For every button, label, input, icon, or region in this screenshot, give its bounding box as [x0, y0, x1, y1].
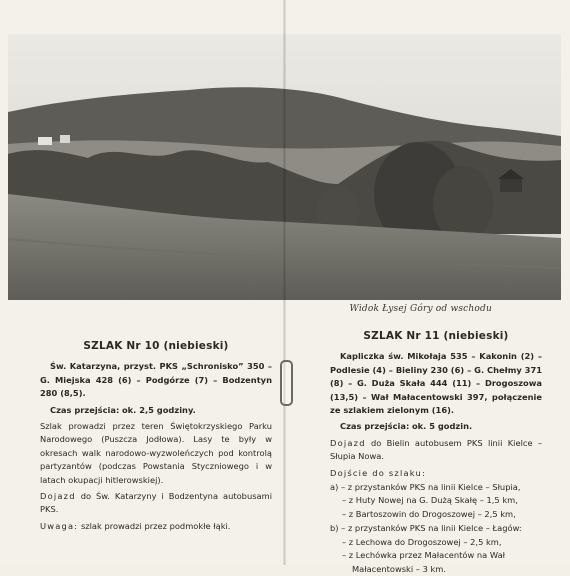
list-b-label: b) — [330, 523, 339, 534]
list-a-label: a) — [330, 482, 339, 493]
trail-10-time-value: ok. 2,5 godziny. — [121, 404, 196, 415]
list-a-line-2: – z Bartoszowin do Drogoszowej – 2,5 km, — [342, 508, 516, 519]
trail-11-access-list-b — [330, 522, 542, 576]
trail-11-route: Kapliczka św. Mikołaja 535 – Kakonin (2) – Podlesie (4) – Bieliny 230 (6) – G. Chełmy 371 (8) – G. Duża Skała 444 (11) – Drogoszowa (13,5) – Wał Małacentowski 397, połączenie ze szlakiem zielonym (16). — [330, 351, 542, 416]
trail-11-access-label: Dojazd — [330, 437, 366, 448]
trail-10-note-label: Uwaga: — [40, 520, 79, 531]
trail-10-route: Św. Katarzyna, przyst. PKS „Schronisko” 350 – G. Miejska 428 (6) – Podgórze (7) – Bodzentyn 280 (8,5). — [40, 361, 272, 399]
list-a-line-1: – z Huty Nowej na G. Dużą Skałę – 1,5 km, — [342, 495, 518, 506]
list-b-line-0: – z przystanków PKS na linii Kielce – Łagów: — [341, 523, 522, 534]
trail-11-time — [330, 420, 542, 433]
list-item — [330, 481, 542, 494]
list-b-line-1: – z Lechowa do Drogoszowej – 2,5 km, — [342, 536, 502, 547]
trail-11-route-access-label: Dojście do szlaku: — [330, 467, 426, 478]
page-fold — [283, 0, 286, 565]
trail-11-time-value: ok. 5 godzin. — [411, 421, 473, 432]
trail-11-access-text: do Bielin autobusem PKS linii Kielce – Słupia Nowa. — [330, 437, 542, 462]
list-b-line-2: – z Lechówka przez Małacentów na Wał Małacentowski – 3 km. — [342, 550, 506, 574]
trail-11-time-label: Czas przejścia: — [340, 421, 410, 432]
trail-11-title: SZLAK Nr 11 (niebieski) — [363, 330, 509, 342]
binding-staple — [280, 360, 293, 406]
trail-10-access-label: Dojazd — [40, 491, 76, 502]
list-item — [330, 522, 542, 535]
trail-10-note — [40, 520, 272, 533]
trail-10-title: SZLAK Nr 10 (niebieski) — [83, 340, 229, 352]
trail-10-description: Szlak prowadzi przez teren Świętokrzyskiego Parku Narodowego (Puszcza Jodłowa). Lasy te były w okresach walk narodowo-wyzwoleńczych pod kontrolą partyzantów (podczas Powstania Styczniowego i w latach okupacji hitlerowskiej). — [40, 421, 272, 485]
trail-10-time — [40, 404, 272, 417]
list-a-line-0: – z przystanków PKS na linii Kielce – Słupia, — [340, 482, 521, 493]
trail-10-access — [40, 490, 272, 517]
trail-10-time-label: Czas przejścia: — [50, 404, 120, 415]
trail-11-access — [330, 437, 542, 464]
trail-10-note-text: szlak prowadzi przez podmokłe łąki. — [80, 520, 231, 531]
trail-11-section — [330, 330, 542, 576]
photo-caption: Widok Łysej Góry od wschodu — [349, 304, 492, 314]
trail-11-access-list-a — [330, 481, 542, 521]
trail-10-section — [40, 340, 272, 533]
trail-10-access-text: do Św. Katarzyny i Bodzentyna autobusami PKS. — [40, 491, 273, 515]
